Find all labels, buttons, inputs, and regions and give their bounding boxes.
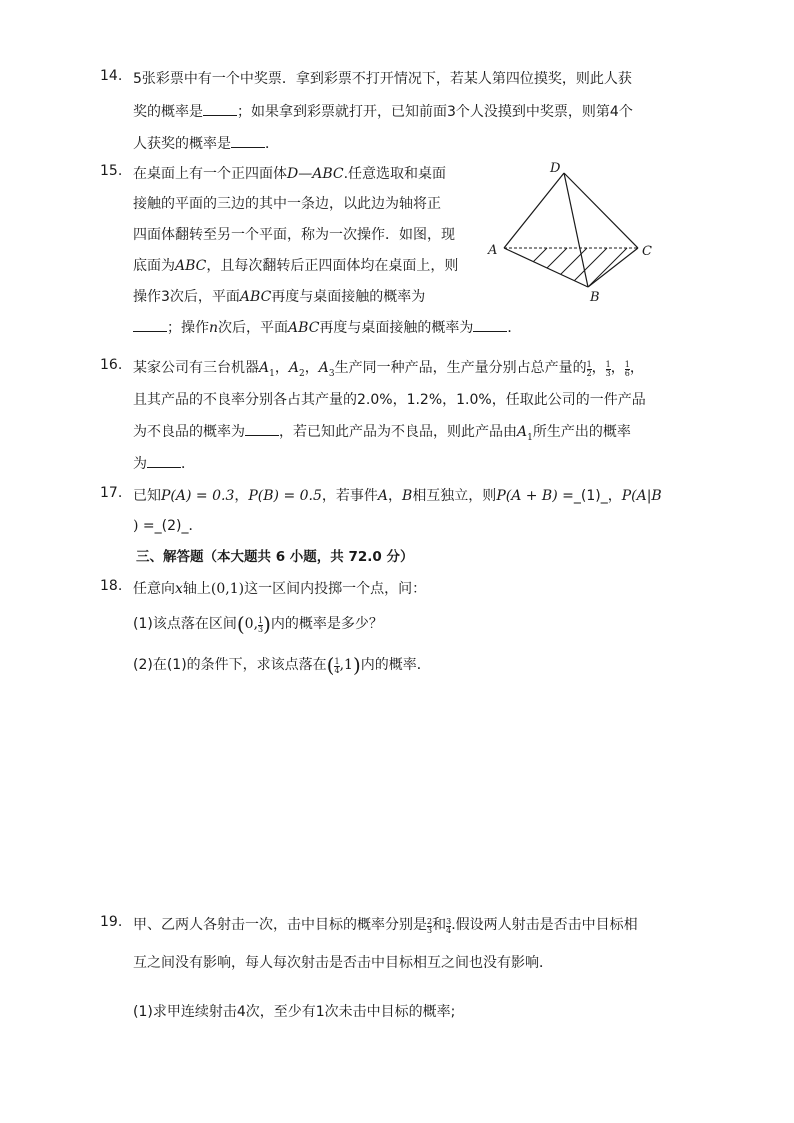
- question-number: 16.: [100, 357, 123, 373]
- fraction: $\frac{1}{4}$: [334, 657, 340, 675]
- sub-question: (1)求甲连续射击4次，至少有1次未击中目标的概率;: [133, 1004, 456, 1020]
- vertex-label-c: C: [642, 244, 652, 259]
- question-text-line: 且其产品的不良率分别各占其产量的2.0%，1.2%，1.0%，任取此公司的一件产品: [133, 392, 646, 408]
- fraction: $\frac{2}{3}$: [427, 917, 433, 935]
- question-text-line: 已知P(A) = 0.3，P(B) = 0.5，若事件A，B相互独立，则P(A + B) =_(1)_，P(A|B: [133, 488, 662, 504]
- question-text-line: 在桌面上有一个正四面体D—ABC.任意选取和桌面: [133, 166, 447, 182]
- question-number: 19.: [100, 914, 123, 930]
- fraction: $\frac{1}{3}$: [605, 360, 611, 378]
- question-text-line: 甲、乙两人各射击一次，击中目标的概率分别是 $\frac{2}{3}$ 和 $\frac{3}{4}$ .假设两人射击是否击中目标相: [133, 917, 638, 935]
- vertex-label-a: A: [488, 243, 498, 258]
- question-text-line: 为 ．: [133, 456, 195, 472]
- question-text-line: 接触的平面的三边的其中一条边，以此边为轴将正: [133, 196, 441, 212]
- sub-question: (2)在(1)的条件下，求该点落在( $\frac{1}{4}$ ,1)内的概率．: [133, 653, 431, 677]
- question-text-line: 互之间没有影响，每人每次射击是否击中目标相互之间也没有影响．: [133, 955, 553, 971]
- answer-blank: [203, 103, 237, 116]
- answer-blank: [245, 423, 279, 436]
- tetrahedron-figure: [484, 156, 660, 304]
- answer-blank: [147, 455, 181, 468]
- fraction: $\frac{1}{2}$: [586, 360, 592, 378]
- fraction: $\frac{1}{3}$: [258, 616, 264, 634]
- question-number: 15.: [100, 163, 123, 179]
- edge-ab: [504, 248, 588, 287]
- section-heading: 三、解答题（本大题共 6 小题，共 72.0 分）: [136, 549, 414, 565]
- answer-blank: [133, 319, 167, 332]
- fraction: $\frac{3}{4}$: [446, 917, 452, 935]
- answer-blank: [231, 135, 265, 148]
- question-text-line: 5张彩票中有一个中奖票．拿到彩票不打开情况下，若某人第四位摸奖，则此人获: [133, 71, 632, 87]
- question-text-line: 奖的概率是 ；如果拿到彩票就打开，已知前面3个人没摸到中奖票，则第4个: [133, 104, 633, 120]
- vertex-label-b: B: [590, 290, 600, 304]
- question-text-line: 四面体翻转至另一个平面，称为一次操作．如图，现: [133, 227, 455, 243]
- question-number: 14.: [100, 68, 123, 84]
- vertex-label-d: D: [550, 161, 561, 176]
- edge-dc: [564, 173, 638, 248]
- answer-blank: [473, 319, 507, 332]
- question-text-line: 底面为ABC，且每次翻转后正四面体均在桌面上，则: [133, 258, 459, 274]
- edge-db: [564, 173, 588, 287]
- question-text-line: ) =_(2)_．: [133, 518, 203, 534]
- question-number: 17.: [100, 485, 123, 501]
- question-text-line: 任意向x轴上(0,1)这一区间内投掷一个点，问：: [133, 581, 427, 597]
- fraction: $\frac{1}{6}$: [624, 360, 630, 378]
- question-text-line: 为不良品的概率为 ，若已知此产品为不良品，则此产品由$A_1$所生产出的概率: [133, 424, 631, 443]
- question-text-line: 人获奖的概率是 ．: [133, 136, 279, 152]
- edge-cb: [588, 248, 638, 287]
- question-text-line: ；操作n次后，平面ABC再度与桌面接触的概率为 ．: [133, 317, 521, 337]
- edge-da: [504, 173, 564, 248]
- question-number: 18.: [100, 578, 123, 594]
- question-text-line: 操作3次后，平面ABC再度与桌面接触的概率为: [133, 289, 426, 305]
- sub-question: (1)该点落在区间(0, $\frac{1}{3}$ )内的概率是多少？: [133, 612, 383, 636]
- question-text-line: 某家公司有三台机器$A_1$，$A_2$，$A_3$生产同一种产品，生产量分别占总产量的 $\frac{1}{2}$ ， $\frac{1}{3}$ ， $\frac{1}{6}$ ，: [133, 360, 644, 379]
